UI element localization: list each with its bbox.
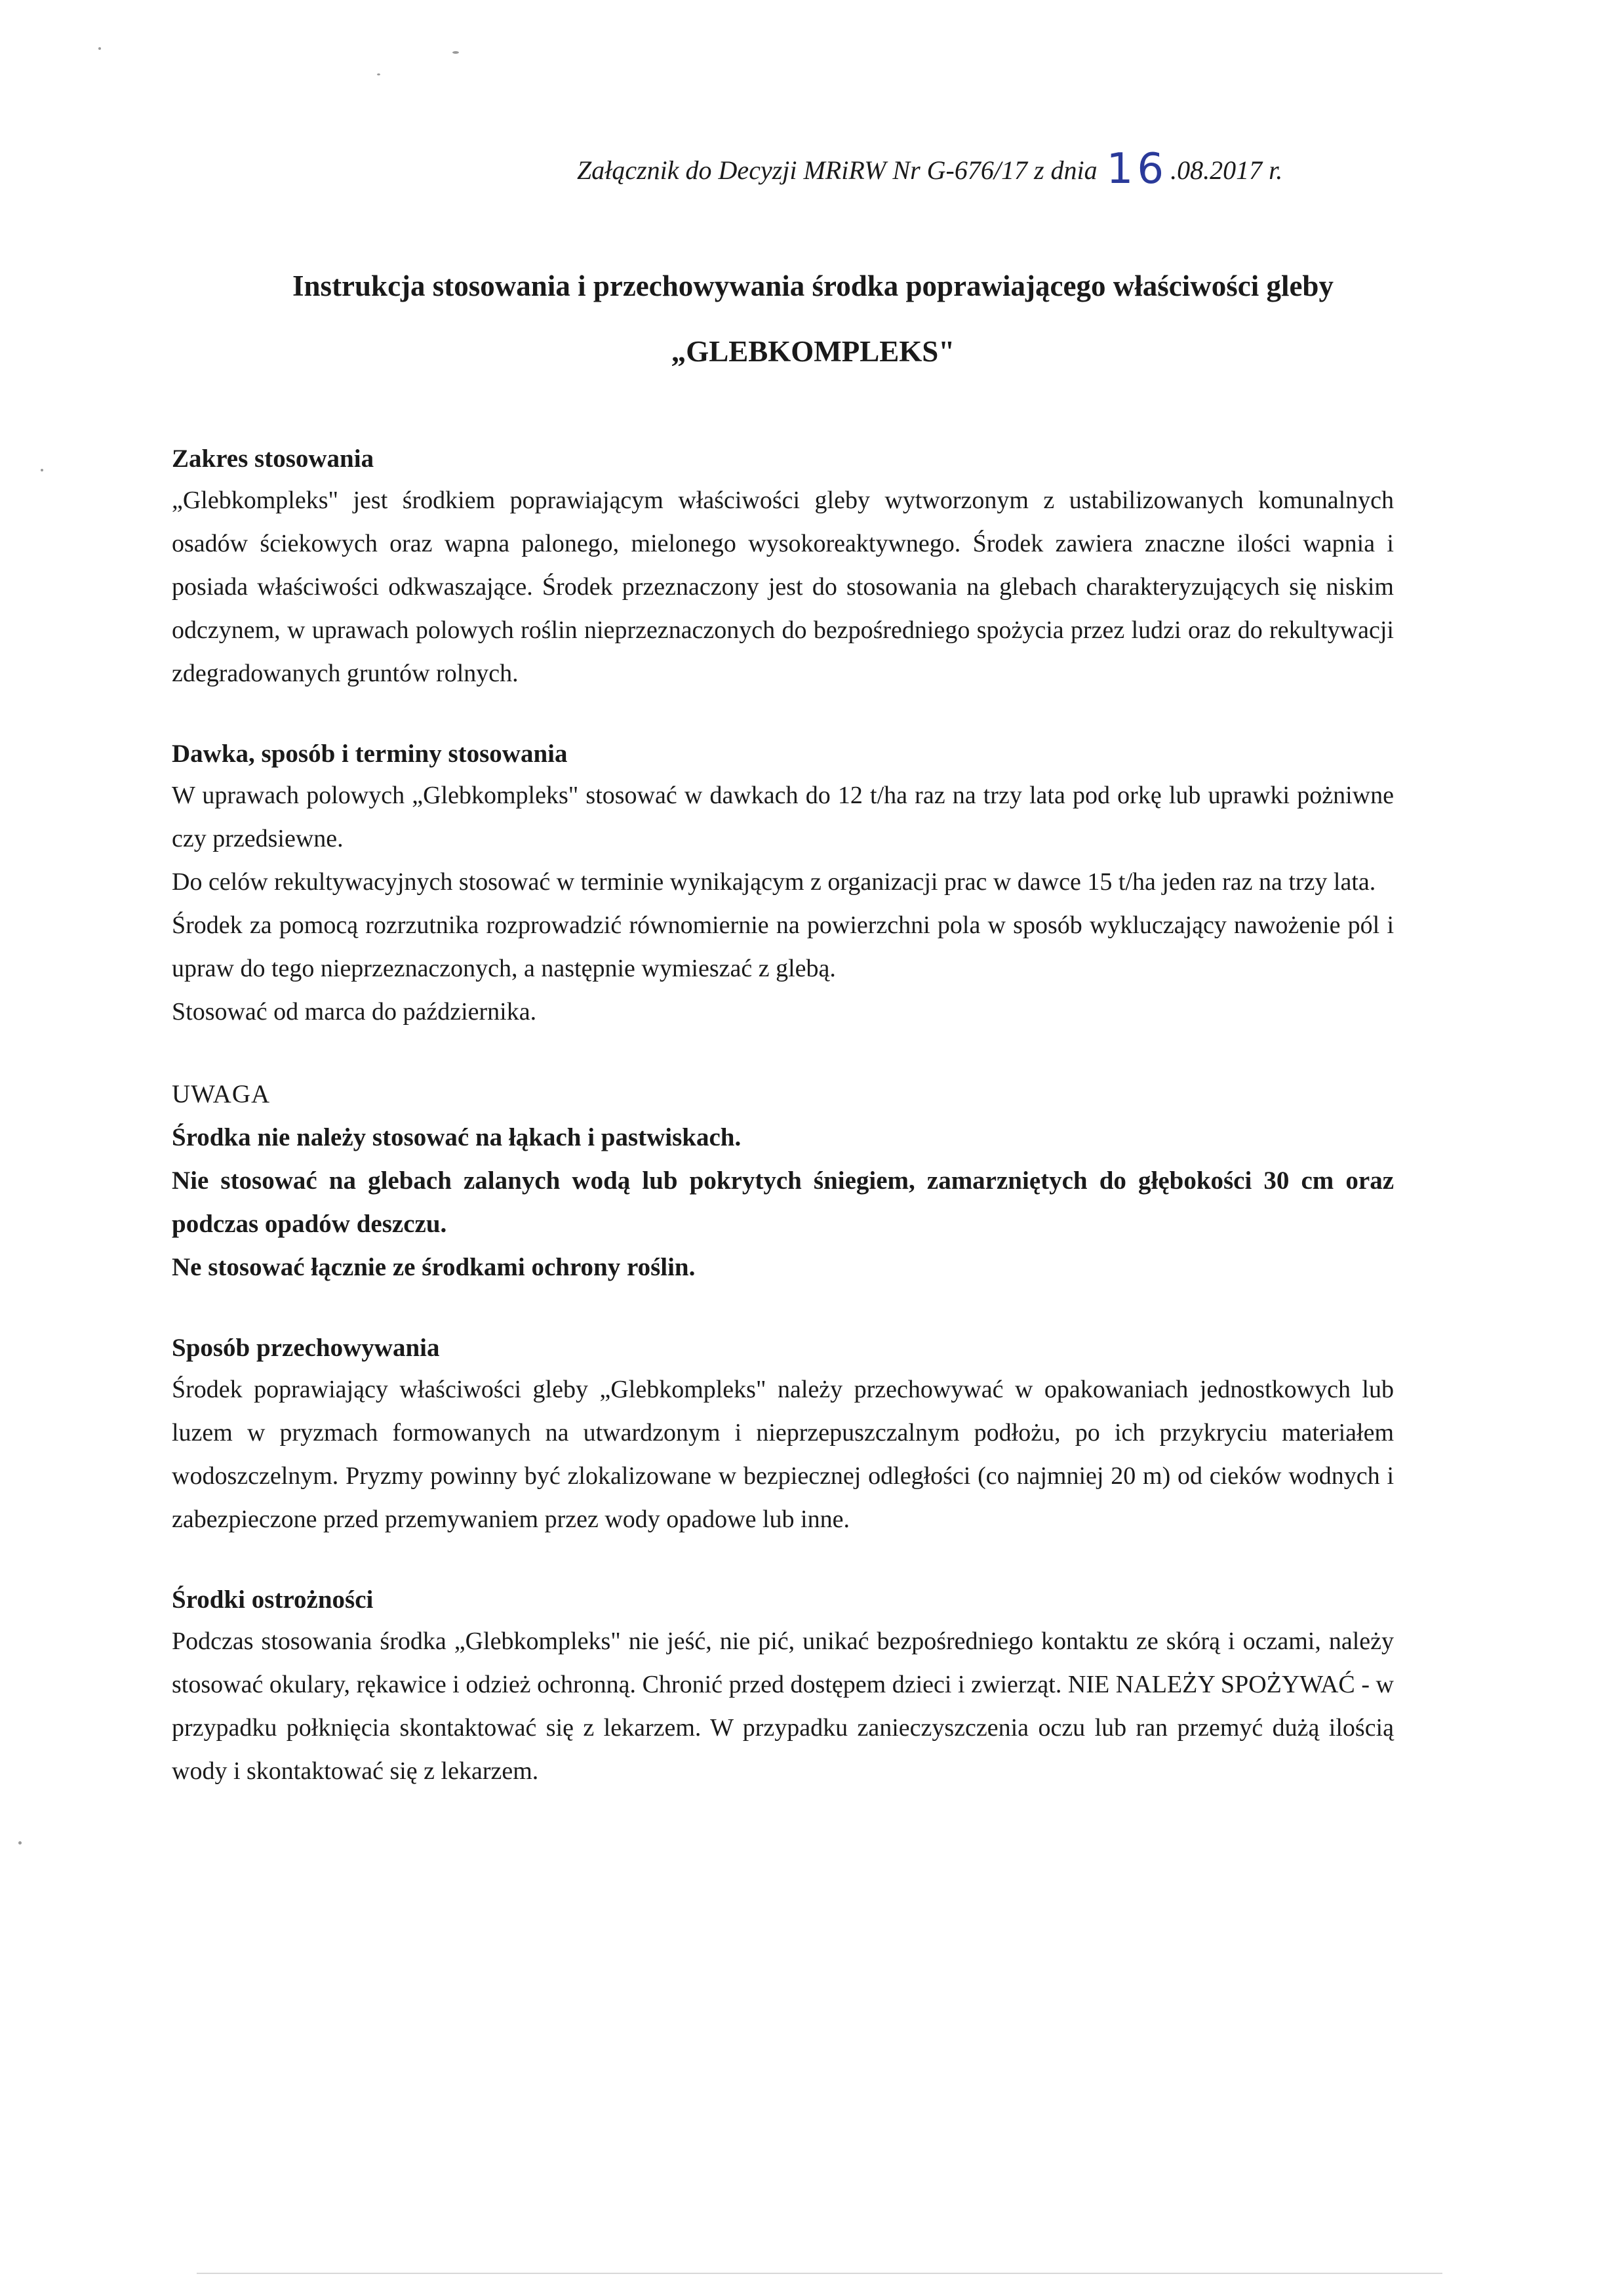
scan-speck <box>18 1841 22 1845</box>
document-title: Instrukcja stosowania i przechowywania środka poprawiającego właściwości gleby <box>292 269 1334 302</box>
section-heading: Środki ostrożności <box>172 1586 374 1614</box>
section-dawka <box>172 734 1394 1033</box>
dawka-paragraph-2: Do celów rekultywacyjnych stosować w terminie wynikającym z organizacji prac w dawce 15 t/ha jeden raz na trzy lata. <box>172 868 1376 896</box>
section-ostroznosci <box>172 1580 1394 1793</box>
warning-line-1: Środka nie należy stosować na łąkach i pastwiskach. <box>172 1123 742 1151</box>
warning-line-3: Ne stosować łącznie ze środkami ochrony roślin. <box>172 1253 696 1281</box>
section-text: Środek poprawiający właściwości gleby „Glebkompleks" należy przechowywać w opakowaniach jednostkowych lub luzem w pryzmach formowanych na utwardzonym i nieprzepuszczalnym podłożu, po ich przykryciu materiałem wodoszczelnym. Pryzmy powinny być zlokalizowane w bezpiecznej odległości (co najmniej 20 m) od cieków wodnych i zabezpieczone przed przemywaniem przez wody opadowe lub inne. <box>172 1376 1394 1533</box>
section-heading: Dawka, sposób i terminy stosowania <box>172 740 568 768</box>
warning-heading: UWAGA <box>172 1080 271 1108</box>
scan-edge-line <box>197 2273 1442 2274</box>
attachment-reference: Załącznik do Decyzji MRiRW Nr G-676/17 z dnia <box>577 155 1098 185</box>
attachment-date-suffix: .08.2017 r. <box>1170 155 1283 185</box>
section-heading: Zakres stosowania <box>172 445 374 473</box>
document-body <box>172 439 1394 1832</box>
dawka-paragraph-3: Środek za pomocą rozrzutnika rozprowadzić równomiernie na powierzchni pola w sposób wykluczający nawożenie pól i upraw do tego nieprzeznaczonych, a następnie wymieszać z glebą. <box>172 911 1394 982</box>
scan-speck <box>452 51 459 54</box>
attachment-header <box>577 141 1390 193</box>
scan-speck <box>98 47 101 50</box>
dawka-paragraph-1: W uprawach polowych „Glebkompleks" stosować w dawkach do 12 t/ha raz na trzy lata pod orkę lub uprawki pożniwne czy przedsiewne. <box>172 782 1394 852</box>
handwritten-day: 16 <box>1106 145 1168 193</box>
section-text: Podczas stosowania środka „Glebkompleks" nie jeść, nie pić, unikać bezpośredniego kontaktu ze skórą i oczami, należy stosować okulary, rękawice i odzież ochronną. Chronić przed dostępem dzieci i zwierząt. NIE NALEŻY SPOŻYWAĆ - w przypadku połknięcia skontaktować się z lekarzem. W przypadku zanieczyszczenia oczu lub ran przemyć dużą ilością wody i skontaktować się z lekarzem. <box>172 1627 1394 1785</box>
section-zakres <box>172 439 1394 695</box>
dawka-paragraph-4: Stosować od marca do października. <box>172 998 537 1026</box>
warning-line-2: Nie stosować na glebach zalanych wodą lub pokrytych śniegiem, zamarzniętych do głębokości 30 cm oraz podczas opadów deszczu. <box>172 1167 1394 1238</box>
product-name: „GLEBKOMPLEKS" <box>671 335 955 368</box>
section-heading: Sposób przechowywania <box>172 1334 440 1362</box>
scan-speck <box>41 469 43 471</box>
scan-speck <box>377 73 380 75</box>
section-przechowywanie <box>172 1328 1394 1541</box>
section-text: „Glebkompleks" jest środkiem poprawiającym właściwości gleby wytworzonym z ustabilizowanych komunalnych osadów ściekowych oraz wapna palonego, mielonego wysokoreaktywnego. Środek zawiera znaczne ilości wapnia i posiada właściwości odkwaszające. Środek przeznaczony jest do stosowania na glebach charakteryzujących się niskim odczynem, w uprawach polowych roślin nieprzeznaczonych do bezpośredniego spożycia przez ludzi oraz do rekultywacji zdegradowanych gruntów rolnych. <box>172 487 1394 687</box>
section-uwaga <box>172 1073 1394 1289</box>
